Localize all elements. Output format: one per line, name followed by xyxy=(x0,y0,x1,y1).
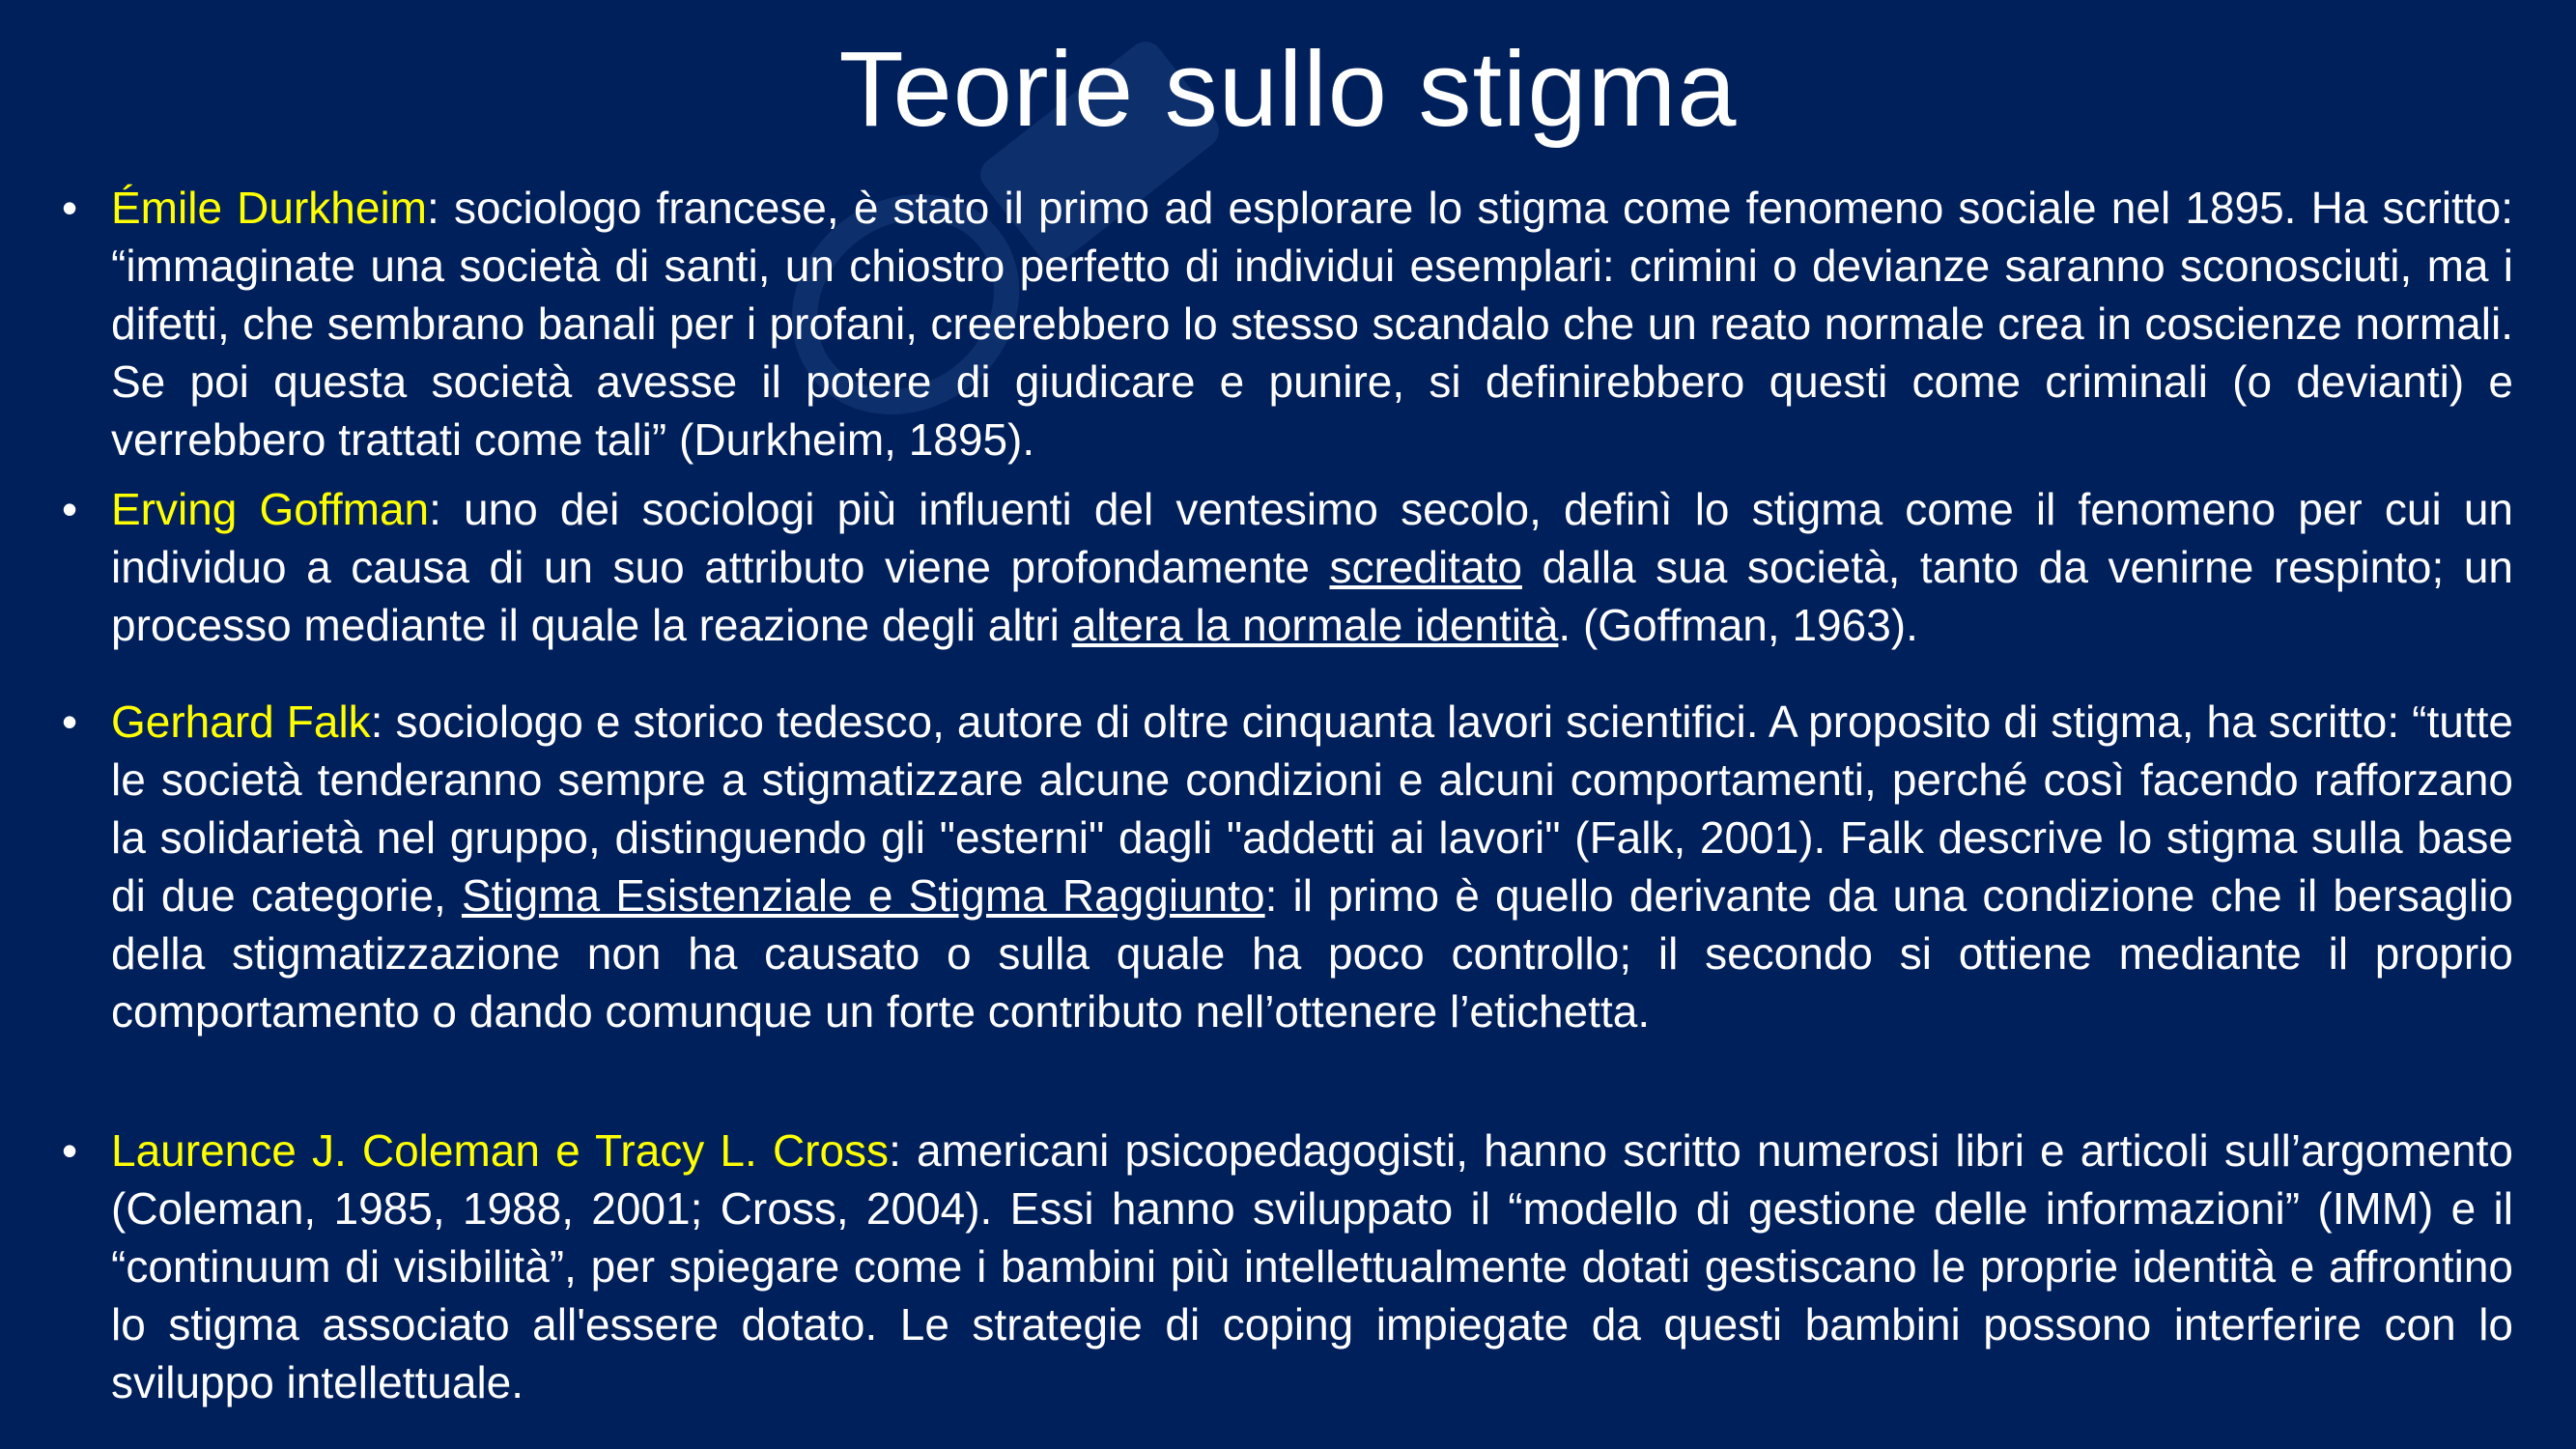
author-name: Gerhard Falk xyxy=(111,696,371,747)
bullet-goffman xyxy=(60,480,2513,681)
bullet-text: : il primo è quello derivante da una condizione che il bersaglio della stigmatizzazione non ha causato o sulla quale ha poco controllo; il secondo si ottiene mediante il proprio comportamento o dando comunque un forte contributo nell’ottenere l’etichetta. xyxy=(111,870,2514,1037)
bullet-text: . (Goffman, 1963). xyxy=(1558,600,1918,650)
bullet-text: : uno dei sociologi più influenti del ventesimo secolo, definì lo stigma come il fenomeno per cui un individuo a causa di un suo attributo viene profondamente xyxy=(111,484,2513,592)
bullet-coleman-cross xyxy=(60,1122,2513,1411)
author-name: Émile Durkheim xyxy=(111,183,428,233)
author-name: Erving Goffman xyxy=(111,484,430,534)
bullet-text: : sociologo e storico tedesco, autore di oltre cinquanta lavori scientifici. A proposito di stigma, ha scritto: “tutte le società tenderanno sempre a stigmatizzare alcune condizioni e alcuni comportamenti, perché così facendo rafforzano la solidarietà nel gruppo, distinguendo gli "esterni" dagli "addetti ai lavori" (Falk, 2001). Falk descrive lo stigma sulla base di due categorie, xyxy=(111,696,2513,921)
author-name: Laurence J. Coleman e Tracy L. Cross xyxy=(111,1125,890,1176)
page-title: Teorie sullo stigma xyxy=(838,30,1738,149)
underlined-term: Stigma Esistenziale e Stigma Raggiunto xyxy=(461,870,1265,921)
underlined-term: altera la normale identità xyxy=(1071,600,1559,650)
bullet-text: : americani psicopedagogisti, hanno scritto numerosi libri e articoli sull’argomento (Coleman, 1985, 1988, 2001; Cross, 2004). Essi hanno sviluppato il “modello di gestione delle informazioni” (IMM) e il “continuum di visibilità”, per spiegare come i bambini più intellettualmente dotati gestiscano le proprie identità e affrontino lo stigma associato all'essere dotato. Le strategie di coping impiegate da questi bambini possono interferire con lo sviluppo intellettuale. xyxy=(111,1125,2513,1407)
bullet-icon: • xyxy=(62,183,78,233)
bullet-list xyxy=(60,179,2513,1411)
bullet-icon: • xyxy=(62,696,78,747)
bullet-text: dalla sua società, tanto da venirne respinto; un processo mediante il quale la reazione degli altri xyxy=(111,542,2513,650)
bullet-falk xyxy=(60,693,2513,1110)
bullet-icon: • xyxy=(62,484,78,534)
bullet-icon: • xyxy=(62,1125,78,1176)
underlined-term: screditato xyxy=(1329,542,1522,592)
bullet-text: : sociologo francese, è stato il primo ad esplorare lo stigma come fenomeno sociale nel 1895. Ha scritto: “immaginate una società di santi, un chiostro perfetto di individui esemplari: crimini o devianze saranno sconosciuti, ma i difetti, che sembrano banali per i profani, creerebbero lo stesso scandalo che un reato normale crea in coscienze normali. Se poi questa società avesse il potere di giudicare e punire, si definirebbero questi come criminali (o devianti) e verrebbero trattati come tali” (Durkheim, 1895). xyxy=(111,183,2513,465)
bullet-durkheim xyxy=(60,179,2513,469)
